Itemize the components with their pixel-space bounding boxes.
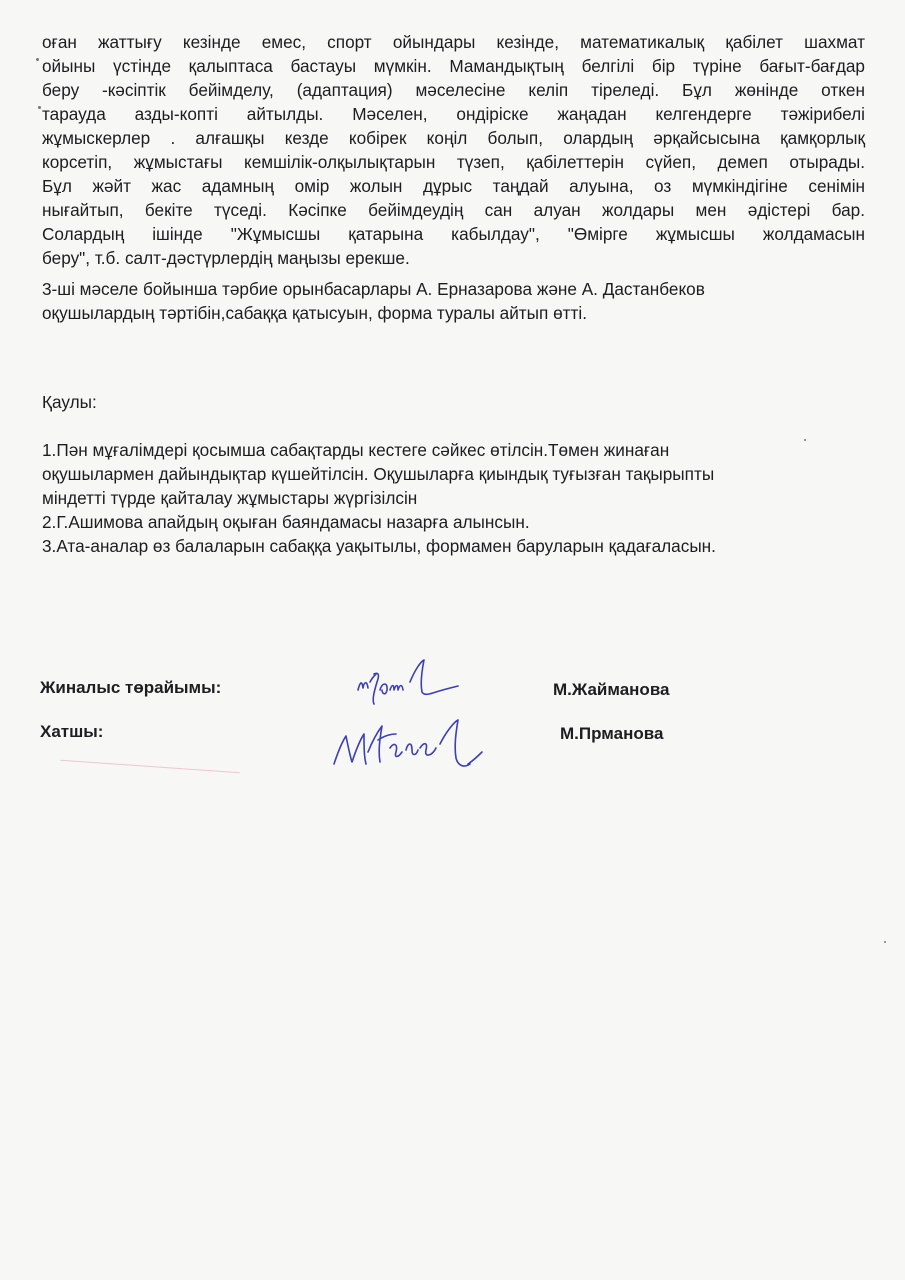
scan-speck	[38, 106, 41, 109]
text-line: оған жаттығу кезінде емес, спорт ойындары кезінде, математикалық қабілет шахмат	[42, 32, 865, 52]
text-line: Солардың ішінде "Жұмысшы қатарына кабылдау", "Өмірге жұмысшы жолдамасын	[42, 224, 865, 244]
paragraph-third-item	[42, 277, 865, 325]
text-line: корсетіп, жұмыстағы кемшілік-олқылықтарын түзеп, қабілеттерін сүйеп, демеп отырады.	[42, 152, 865, 172]
text-line: тарауда азды-копті айтылды. Мәселен, ондіріске жаңадан келгендерге тәжірибелі	[42, 104, 865, 124]
decision-heading: Қаулы:	[42, 392, 97, 412]
text-line: беру", т.б. салт-дәстүрлердің маңызы ерекше.	[42, 248, 410, 268]
text-line: 3-ші мәселе бойынша тәрбие орынбасарлары А. Ерназарова және А. Дастанбеков	[42, 279, 705, 299]
text-line: оқушылардың тәртібін,сабаққа қатысуын, форма туралы айтып өтті.	[42, 303, 588, 323]
secretary-name: М.Прманова	[560, 724, 664, 743]
chair-name: М.Жайманова	[553, 680, 670, 699]
decision-line: оқушылармен дайындықтар күшейтілсін. Оқушыларға қиындық туғызған тақырыпты	[42, 464, 715, 484]
paragraph-main	[42, 30, 865, 270]
text-line: нығайтып, бекіте түседі. Кәсіпке бейімдеудің сан алуан жолдары мен әдістері бар.	[42, 200, 865, 220]
secretary-label: Хатшы:	[40, 722, 104, 741]
decision-line: 3.Ата-аналар өз балаларын сабаққа уақытылы, формамен баруларын қадағаласын.	[42, 536, 716, 556]
text-line: беру -кәсіптік бейімделу, (адаптация) мәселесіне келіп тіреледі. Бұл жөнінде откен	[42, 80, 865, 100]
secretary-signature-image	[328, 712, 500, 778]
decision-line: міндетті түрде қайталау жұмыстары жүргізілсін	[42, 488, 418, 508]
text-line: Бұл жәйт жас адамның омір жолын дұрыс таңдай алуына, оз мүмкіндігіне сенімін	[42, 176, 865, 196]
text-line: жұмыскерлер . алғашқы кезде кобірек коңіл болып, олардың әрқайсысына қамқорлық	[42, 128, 865, 148]
scan-speck	[804, 439, 806, 441]
decision-list	[42, 438, 865, 558]
decision-line: 2.Г.Ашимова апайдың оқыған баяндамасы назарға алынсын.	[42, 512, 530, 532]
chair-label: Жиналыс төрайымы:	[40, 678, 222, 697]
scan-smudge	[60, 760, 240, 774]
text-line: ойыны үстінде қалыптаса бастауы мүмкін. Мамандықтың белгілі бір түріне бағыт-бағдар	[42, 56, 865, 76]
chair-signature-image	[350, 652, 470, 714]
scan-speck	[36, 58, 39, 61]
decision-line: 1.Пән мұғалімдері қосымша сабақтарды кестеге сәйкес өтілсін.Төмен жинаған	[42, 440, 670, 460]
scan-speck	[884, 941, 886, 943]
